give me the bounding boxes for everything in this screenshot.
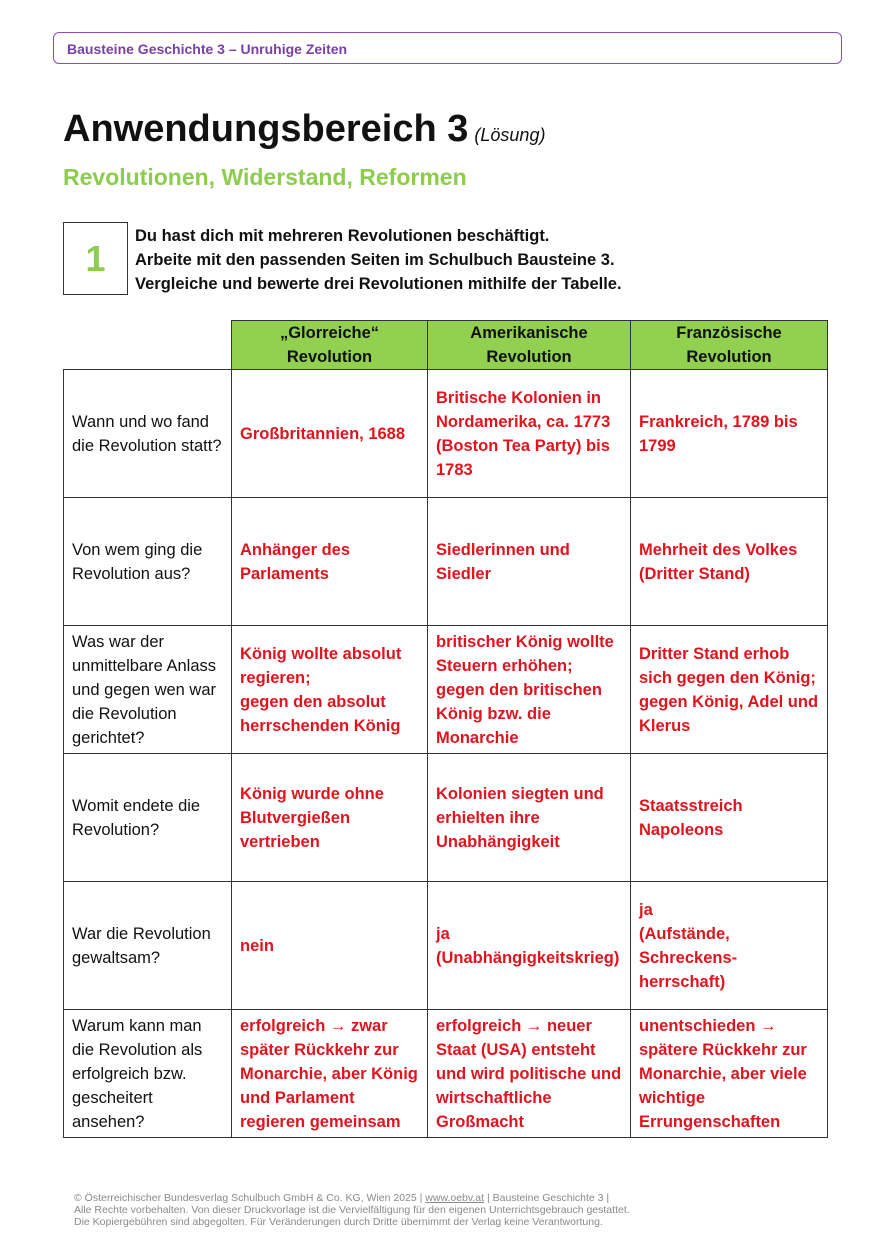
row-question: Was war der unmittelbare Anlass und gegen wen war die Revolution gerichtet?: [64, 626, 232, 754]
answer-cell: Großbritannien, 1688: [232, 370, 428, 498]
row-question: Womit endete die Revolution?: [64, 754, 232, 882]
series-title: Bausteine Geschichte 3 – Unruhige Zeiten: [67, 41, 348, 57]
footer-line-2: Alle Rechte vorbehalten. Von dieser Druckvorlage ist die Vervielfältigung für den eigenen Unterrichtsgebrauch gestattet.: [74, 1204, 630, 1216]
table-row: [64, 882, 828, 1010]
task-number: 1: [85, 237, 106, 279]
table-row: [64, 754, 828, 882]
page-title-note: (Lösung): [474, 125, 546, 145]
footer-line-3: Die Kopiergebühren sind abgegolten. Für Veränderungen durch Dritte übernimmt der Verlag keine Verantwortung.: [74, 1216, 603, 1228]
task-line: Vergleiche und bewerte drei Revolutionen mithilfe der Tabelle.: [135, 275, 622, 293]
row-question: Von wem ging die Revolution aus?: [64, 498, 232, 626]
table-header-row: [64, 321, 828, 370]
answer-cell: Frankreich, 1789 bis 1799: [631, 370, 828, 498]
column-header-glorreiche: „Glorreiche“ Revolution: [232, 321, 428, 370]
table-corner-cell: [64, 321, 232, 370]
answer-cell: ja (Aufstände, Schreckens-herrschaft): [631, 882, 828, 1010]
answer-cell: nein: [232, 882, 428, 1010]
answer-cell: Mehrheit des Volkes (Dritter Stand): [631, 498, 828, 626]
page-title-main: Anwendungsbereich 3: [63, 108, 469, 150]
answer-cell: erfolgreich → neuer Staat (USA) entsteht und wird politische und wirtschaftliche Großmacht: [428, 1010, 631, 1138]
answer-cell: unentschieden → spätere Rückkehr zur Monarchie, aber viele wichtige Errungenschaften: [631, 1010, 828, 1138]
copyright-footer: [74, 1192, 834, 1228]
row-question: War die Revolution gewaltsam?: [64, 882, 232, 1010]
answer-cell: König wurde ohne Blutvergießen vertrieben: [232, 754, 428, 882]
answer-cell: ja (Unabhängigkeitskrieg): [428, 882, 631, 1010]
row-question: Wann und wo fand die Revolution statt?: [64, 370, 232, 498]
answer-cell: britischer König wollte Steuern erhöhen; gegen den britischen König bzw. die Monarchie: [428, 626, 631, 754]
column-header-amerikanische: Amerikanische Revolution: [428, 321, 631, 370]
page-title: [63, 108, 545, 151]
table-row: [64, 1010, 828, 1138]
header-box: [53, 32, 842, 64]
answer-cell: Britische Kolonien in Nordamerika, ca. 1773 (Boston Tea Party) bis 1783: [428, 370, 631, 498]
task-number-box: [63, 222, 128, 295]
answer-cell: König wollte absolut regieren; gegen den absolut herrschenden König: [232, 626, 428, 754]
table-row: [64, 370, 828, 498]
answer-cell: erfolgreich → zwar später Rückkehr zur Monarchie, aber König und Parlament regieren gemeinsam: [232, 1010, 428, 1138]
row-question: Warum kann man die Revolution als erfolgreich bzw. gescheitert ansehen?: [64, 1010, 232, 1138]
table-row: [64, 626, 828, 754]
answer-cell: Kolonien siegten und erhielten ihre Unabhängigkeit: [428, 754, 631, 882]
task-line: Du hast dich mit mehreren Revolutionen beschäftigt.: [135, 227, 550, 245]
answer-cell: Anhänger des Parlaments: [232, 498, 428, 626]
answer-cell: Dritter Stand erhob sich gegen den König; gegen König, Adel und Klerus: [631, 626, 828, 754]
column-header-franzoesische: Französische Revolution: [631, 321, 828, 370]
page-subtitle: Revolutionen, Widerstand, Reformen: [63, 164, 467, 190]
footer-line-1: © Österreichischer Bundesverlag Schulbuch GmbH & Co. KG, Wien 2025 | www.oebv.at | Bausteine Geschichte 3 |: [74, 1192, 610, 1204]
table-row: [64, 498, 828, 626]
revolution-comparison-table: [63, 320, 828, 1138]
answer-cell: Siedlerinnen und Siedler: [428, 498, 631, 626]
publisher-link[interactable]: www.oebv.at: [425, 1192, 485, 1204]
answer-cell: Staatsstreich Napoleons: [631, 754, 828, 882]
task-instructions: [135, 224, 835, 296]
task-line: Arbeite mit den passenden Seiten im Schulbuch Bausteine 3.: [135, 251, 615, 269]
